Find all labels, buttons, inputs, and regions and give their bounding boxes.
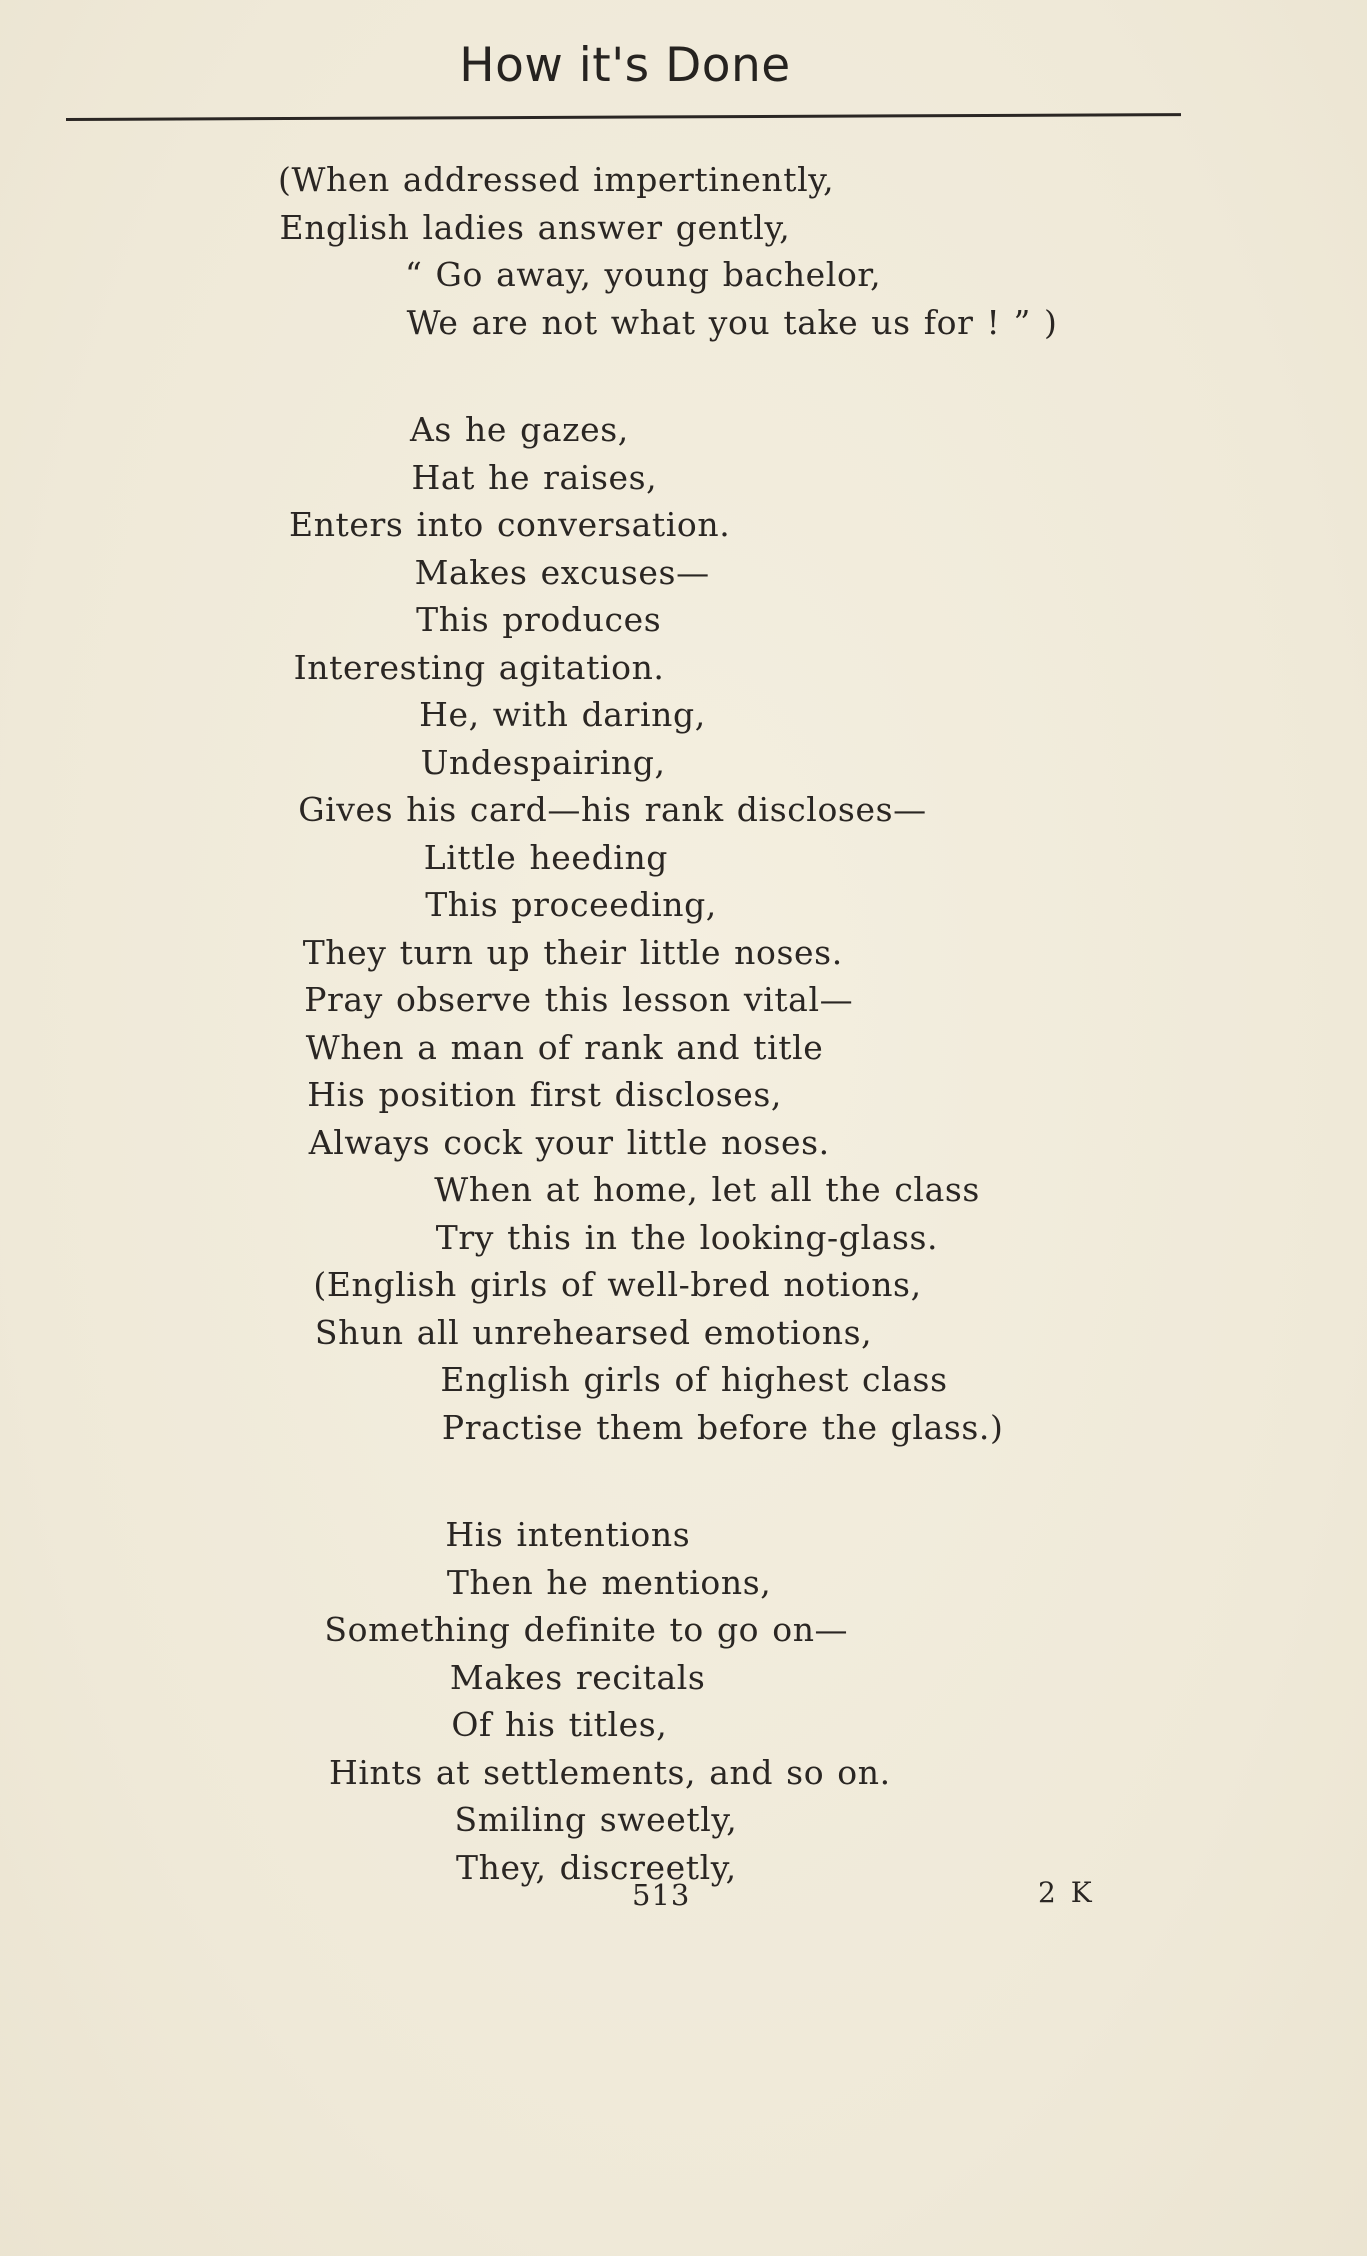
poem-line: Interesting agitation. [293, 647, 665, 687]
poem-line: Makes excuses— [414, 552, 710, 592]
poem-line: As he gazes, [410, 410, 629, 449]
poem-line: Something definite to go on— [324, 1610, 849, 1649]
poem-line: We are not what you take us for ! ” ) [406, 302, 1058, 342]
poem-line: They, discreetly, [456, 1847, 737, 1887]
page-number: 513 [632, 1878, 691, 1912]
poem-line: “ Go away, young bachelor, [405, 255, 882, 294]
poem-line: They turn up their little noses. [302, 932, 843, 972]
poem-line: Then he mentions, [446, 1562, 772, 1602]
poem-line: Makes recitals [449, 1657, 706, 1697]
poem-line: Shun all unrehearsed emotions, [314, 1312, 873, 1352]
poem-line: English ladies answer gently, [279, 207, 791, 247]
poem-line: His position first discloses, [307, 1075, 782, 1114]
poem-line: English girls of highest class [440, 1360, 948, 1399]
poem-line: Pray observe this lesson vital— [304, 980, 854, 1019]
poem-line: Of his titles, [451, 1705, 668, 1744]
poem-line: When a man of rank and title [305, 1027, 824, 1067]
running-head: How it's Done [459, 38, 791, 93]
poem-line: His intentions [445, 1515, 691, 1554]
poem-line: Hat he raises, [411, 457, 658, 497]
poem-line: He, with daring, [419, 695, 706, 734]
poem-line: Smiling sweetly, [454, 1800, 738, 1839]
poem-line: Little heeding [423, 837, 669, 877]
signature-mark: 2 K [1038, 1876, 1095, 1909]
poem-line: When at home, let all the class [434, 1170, 980, 1209]
poem-line: Hints at settlements, and so on. [329, 1752, 891, 1792]
poem-line: This produces [416, 600, 662, 639]
poem-line: (English girls of well-bred notions, [313, 1265, 922, 1304]
poem-line: Gives his card—his rank discloses— [298, 790, 927, 829]
poem-line: (When addressed impertinently, [278, 160, 835, 199]
poem-line: Practise them before the glass.) [441, 1407, 1004, 1447]
poem-line: Enters into conversation. [289, 505, 731, 544]
poem-line: Undespairing, [420, 742, 666, 782]
poem-line: Always cock your little noses. [308, 1122, 830, 1162]
poem-line: Try this in the looking-glass. [435, 1217, 939, 1257]
poem-line: This proceeding, [425, 885, 717, 924]
